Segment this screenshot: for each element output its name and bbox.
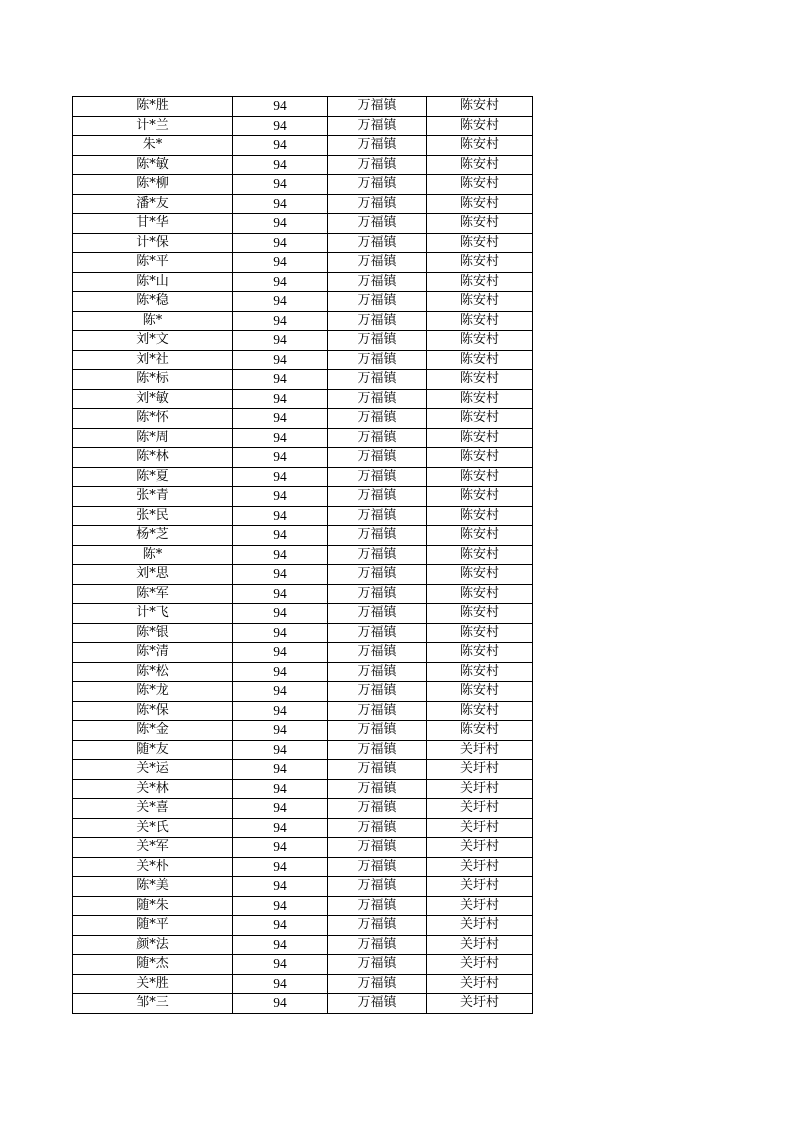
count-cell: 94 xyxy=(233,389,328,409)
village-cell: 陈安村 xyxy=(427,526,533,546)
count-cell: 94 xyxy=(233,526,328,546)
count-cell: 94 xyxy=(233,311,328,331)
name-cell: 张*青 xyxy=(73,487,233,507)
village-cell: 陈安村 xyxy=(427,721,533,741)
table-row xyxy=(73,253,533,273)
village-cell: 陈安村 xyxy=(427,487,533,507)
name-cell: 朱* xyxy=(73,136,233,156)
table-row xyxy=(73,838,533,858)
town-cell: 万福镇 xyxy=(328,545,427,565)
village-cell: 陈安村 xyxy=(427,194,533,214)
town-cell: 万福镇 xyxy=(328,799,427,819)
village-cell: 关圩村 xyxy=(427,877,533,897)
name-cell: 刘*社 xyxy=(73,350,233,370)
village-cell: 关圩村 xyxy=(427,838,533,858)
count-cell: 94 xyxy=(233,487,328,507)
village-cell: 关圩村 xyxy=(427,779,533,799)
village-cell: 关圩村 xyxy=(427,740,533,760)
table-row xyxy=(73,175,533,195)
table-row xyxy=(73,818,533,838)
village-cell: 陈安村 xyxy=(427,272,533,292)
count-cell: 94 xyxy=(233,194,328,214)
village-cell: 陈安村 xyxy=(427,584,533,604)
name-cell: 潘*友 xyxy=(73,194,233,214)
village-cell: 陈安村 xyxy=(427,467,533,487)
name-cell: 陈*胜 xyxy=(73,97,233,117)
name-cell: 随*杰 xyxy=(73,955,233,975)
count-cell: 94 xyxy=(233,779,328,799)
town-cell: 万福镇 xyxy=(328,623,427,643)
name-cell: 陈*龙 xyxy=(73,682,233,702)
name-cell: 陈*怀 xyxy=(73,409,233,429)
town-cell: 万福镇 xyxy=(328,233,427,253)
village-cell: 关圩村 xyxy=(427,760,533,780)
table-row xyxy=(73,467,533,487)
table-row xyxy=(73,214,533,234)
count-cell: 94 xyxy=(233,799,328,819)
village-cell: 陈安村 xyxy=(427,116,533,136)
village-cell: 陈安村 xyxy=(427,643,533,663)
village-cell: 陈安村 xyxy=(427,136,533,156)
count-cell: 94 xyxy=(233,350,328,370)
village-cell: 关圩村 xyxy=(427,935,533,955)
count-cell: 94 xyxy=(233,214,328,234)
name-cell: 陈*保 xyxy=(73,701,233,721)
count-cell: 94 xyxy=(233,838,328,858)
name-cell: 甘*华 xyxy=(73,214,233,234)
village-cell: 陈安村 xyxy=(427,331,533,351)
name-cell: 陈*平 xyxy=(73,253,233,273)
table-row xyxy=(73,994,533,1014)
table-row xyxy=(73,311,533,331)
town-cell: 万福镇 xyxy=(328,760,427,780)
village-cell: 陈安村 xyxy=(427,545,533,565)
name-cell: 杨*芝 xyxy=(73,526,233,546)
table-row xyxy=(73,974,533,994)
count-cell: 94 xyxy=(233,760,328,780)
name-cell: 陈*松 xyxy=(73,662,233,682)
village-cell: 关圩村 xyxy=(427,974,533,994)
count-cell: 94 xyxy=(233,877,328,897)
count-cell: 94 xyxy=(233,623,328,643)
name-cell: 刘*文 xyxy=(73,331,233,351)
count-cell: 94 xyxy=(233,643,328,663)
table-row xyxy=(73,721,533,741)
table-row xyxy=(73,428,533,448)
town-cell: 万福镇 xyxy=(328,955,427,975)
town-cell: 万福镇 xyxy=(328,448,427,468)
table-row xyxy=(73,857,533,877)
count-cell: 94 xyxy=(233,331,328,351)
town-cell: 万福镇 xyxy=(328,97,427,117)
count-cell: 94 xyxy=(233,565,328,585)
village-cell: 陈安村 xyxy=(427,311,533,331)
town-cell: 万福镇 xyxy=(328,467,427,487)
table-row xyxy=(73,955,533,975)
table-row xyxy=(73,526,533,546)
table-row xyxy=(73,409,533,429)
name-cell: 关*胜 xyxy=(73,974,233,994)
town-cell: 万福镇 xyxy=(328,175,427,195)
name-cell: 随*友 xyxy=(73,740,233,760)
name-cell: 陈* xyxy=(73,545,233,565)
town-cell: 万福镇 xyxy=(328,506,427,526)
table-row xyxy=(73,389,533,409)
name-cell: 颜*法 xyxy=(73,935,233,955)
count-cell: 94 xyxy=(233,994,328,1014)
table-row xyxy=(73,935,533,955)
table-row xyxy=(73,740,533,760)
table-row xyxy=(73,155,533,175)
village-cell: 陈安村 xyxy=(427,155,533,175)
count-cell: 94 xyxy=(233,740,328,760)
table-row xyxy=(73,623,533,643)
town-cell: 万福镇 xyxy=(328,877,427,897)
name-cell: 陈*标 xyxy=(73,370,233,390)
table-row xyxy=(73,448,533,468)
count-cell: 94 xyxy=(233,136,328,156)
count-cell: 94 xyxy=(233,682,328,702)
village-cell: 陈安村 xyxy=(427,662,533,682)
count-cell: 94 xyxy=(233,916,328,936)
name-cell: 陈*清 xyxy=(73,643,233,663)
town-cell: 万福镇 xyxy=(328,428,427,448)
town-cell: 万福镇 xyxy=(328,584,427,604)
village-cell: 关圩村 xyxy=(427,994,533,1014)
name-cell: 陈*军 xyxy=(73,584,233,604)
town-cell: 万福镇 xyxy=(328,857,427,877)
table-row xyxy=(73,779,533,799)
town-cell: 万福镇 xyxy=(328,331,427,351)
village-cell: 陈安村 xyxy=(427,253,533,273)
town-cell: 万福镇 xyxy=(328,838,427,858)
table-row xyxy=(73,877,533,897)
name-cell: 刘*思 xyxy=(73,565,233,585)
name-cell: 关*氏 xyxy=(73,818,233,838)
table-row xyxy=(73,799,533,819)
count-cell: 94 xyxy=(233,409,328,429)
town-cell: 万福镇 xyxy=(328,974,427,994)
town-cell: 万福镇 xyxy=(328,253,427,273)
village-cell: 陈安村 xyxy=(427,175,533,195)
table-row xyxy=(73,545,533,565)
town-cell: 万福镇 xyxy=(328,389,427,409)
count-cell: 94 xyxy=(233,935,328,955)
table-row xyxy=(73,292,533,312)
name-cell: 关*喜 xyxy=(73,799,233,819)
table-row xyxy=(73,136,533,156)
name-cell: 关*朴 xyxy=(73,857,233,877)
name-cell: 陈*银 xyxy=(73,623,233,643)
name-cell: 计*飞 xyxy=(73,604,233,624)
village-cell: 陈安村 xyxy=(427,409,533,429)
table-row xyxy=(73,682,533,702)
name-cell: 计*兰 xyxy=(73,116,233,136)
village-cell: 关圩村 xyxy=(427,799,533,819)
count-cell: 94 xyxy=(233,896,328,916)
table-row xyxy=(73,760,533,780)
count-cell: 94 xyxy=(233,233,328,253)
town-cell: 万福镇 xyxy=(328,818,427,838)
village-cell: 关圩村 xyxy=(427,818,533,838)
table-row xyxy=(73,272,533,292)
village-cell: 陈安村 xyxy=(427,428,533,448)
name-cell: 陈*山 xyxy=(73,272,233,292)
town-cell: 万福镇 xyxy=(328,409,427,429)
count-cell: 94 xyxy=(233,155,328,175)
name-cell: 关*林 xyxy=(73,779,233,799)
village-cell: 陈安村 xyxy=(427,97,533,117)
table-row xyxy=(73,701,533,721)
village-cell: 陈安村 xyxy=(427,604,533,624)
count-cell: 94 xyxy=(233,467,328,487)
table-row xyxy=(73,116,533,136)
count-cell: 94 xyxy=(233,272,328,292)
name-cell: 陈*敏 xyxy=(73,155,233,175)
table-row xyxy=(73,370,533,390)
village-cell: 陈安村 xyxy=(427,233,533,253)
town-cell: 万福镇 xyxy=(328,994,427,1014)
count-cell: 94 xyxy=(233,370,328,390)
name-cell: 计*保 xyxy=(73,233,233,253)
name-cell: 陈*周 xyxy=(73,428,233,448)
table-row xyxy=(73,97,533,117)
town-cell: 万福镇 xyxy=(328,643,427,663)
village-cell: 陈安村 xyxy=(427,214,533,234)
town-cell: 万福镇 xyxy=(328,565,427,585)
table-row xyxy=(73,584,533,604)
name-cell: 陈*柳 xyxy=(73,175,233,195)
town-cell: 万福镇 xyxy=(328,896,427,916)
town-cell: 万福镇 xyxy=(328,916,427,936)
village-cell: 陈安村 xyxy=(427,623,533,643)
town-cell: 万福镇 xyxy=(328,740,427,760)
name-cell: 关*运 xyxy=(73,760,233,780)
table-row xyxy=(73,916,533,936)
count-cell: 94 xyxy=(233,545,328,565)
town-cell: 万福镇 xyxy=(328,487,427,507)
table-row xyxy=(73,896,533,916)
table-row xyxy=(73,487,533,507)
count-cell: 94 xyxy=(233,818,328,838)
name-cell: 刘*敏 xyxy=(73,389,233,409)
table-row xyxy=(73,643,533,663)
town-cell: 万福镇 xyxy=(328,370,427,390)
name-cell: 陈*美 xyxy=(73,877,233,897)
town-cell: 万福镇 xyxy=(328,194,427,214)
town-cell: 万福镇 xyxy=(328,214,427,234)
village-cell: 陈安村 xyxy=(427,292,533,312)
town-cell: 万福镇 xyxy=(328,604,427,624)
name-cell: 张*民 xyxy=(73,506,233,526)
roster-table-body xyxy=(73,97,533,1014)
name-cell: 陈*林 xyxy=(73,448,233,468)
village-cell: 陈安村 xyxy=(427,448,533,468)
table-row xyxy=(73,506,533,526)
village-cell: 陈安村 xyxy=(427,701,533,721)
village-cell: 陈安村 xyxy=(427,565,533,585)
count-cell: 94 xyxy=(233,97,328,117)
town-cell: 万福镇 xyxy=(328,272,427,292)
name-cell: 随*朱 xyxy=(73,896,233,916)
name-cell: 陈*金 xyxy=(73,721,233,741)
count-cell: 94 xyxy=(233,506,328,526)
name-cell: 陈* xyxy=(73,311,233,331)
count-cell: 94 xyxy=(233,428,328,448)
name-cell: 陈*夏 xyxy=(73,467,233,487)
count-cell: 94 xyxy=(233,604,328,624)
count-cell: 94 xyxy=(233,448,328,468)
count-cell: 94 xyxy=(233,721,328,741)
name-cell: 陈*稳 xyxy=(73,292,233,312)
table-row xyxy=(73,604,533,624)
village-cell: 关圩村 xyxy=(427,955,533,975)
town-cell: 万福镇 xyxy=(328,721,427,741)
village-cell: 关圩村 xyxy=(427,896,533,916)
count-cell: 94 xyxy=(233,584,328,604)
count-cell: 94 xyxy=(233,292,328,312)
count-cell: 94 xyxy=(233,253,328,273)
count-cell: 94 xyxy=(233,662,328,682)
roster-table xyxy=(72,96,533,1014)
town-cell: 万福镇 xyxy=(328,779,427,799)
village-cell: 陈安村 xyxy=(427,350,533,370)
town-cell: 万福镇 xyxy=(328,292,427,312)
table-row xyxy=(73,194,533,214)
town-cell: 万福镇 xyxy=(328,682,427,702)
town-cell: 万福镇 xyxy=(328,935,427,955)
village-cell: 陈安村 xyxy=(427,370,533,390)
town-cell: 万福镇 xyxy=(328,526,427,546)
table-row xyxy=(73,662,533,682)
village-cell: 陈安村 xyxy=(427,682,533,702)
town-cell: 万福镇 xyxy=(328,136,427,156)
count-cell: 94 xyxy=(233,974,328,994)
town-cell: 万福镇 xyxy=(328,350,427,370)
table-row xyxy=(73,565,533,585)
count-cell: 94 xyxy=(233,857,328,877)
count-cell: 94 xyxy=(233,701,328,721)
table-row xyxy=(73,331,533,351)
town-cell: 万福镇 xyxy=(328,116,427,136)
town-cell: 万福镇 xyxy=(328,311,427,331)
name-cell: 关*军 xyxy=(73,838,233,858)
count-cell: 94 xyxy=(233,175,328,195)
name-cell: 邹*三 xyxy=(73,994,233,1014)
count-cell: 94 xyxy=(233,116,328,136)
town-cell: 万福镇 xyxy=(328,662,427,682)
town-cell: 万福镇 xyxy=(328,155,427,175)
village-cell: 陈安村 xyxy=(427,506,533,526)
town-cell: 万福镇 xyxy=(328,701,427,721)
table-row xyxy=(73,233,533,253)
village-cell: 陈安村 xyxy=(427,389,533,409)
count-cell: 94 xyxy=(233,955,328,975)
village-cell: 关圩村 xyxy=(427,916,533,936)
name-cell: 随*平 xyxy=(73,916,233,936)
village-cell: 关圩村 xyxy=(427,857,533,877)
table-row xyxy=(73,350,533,370)
